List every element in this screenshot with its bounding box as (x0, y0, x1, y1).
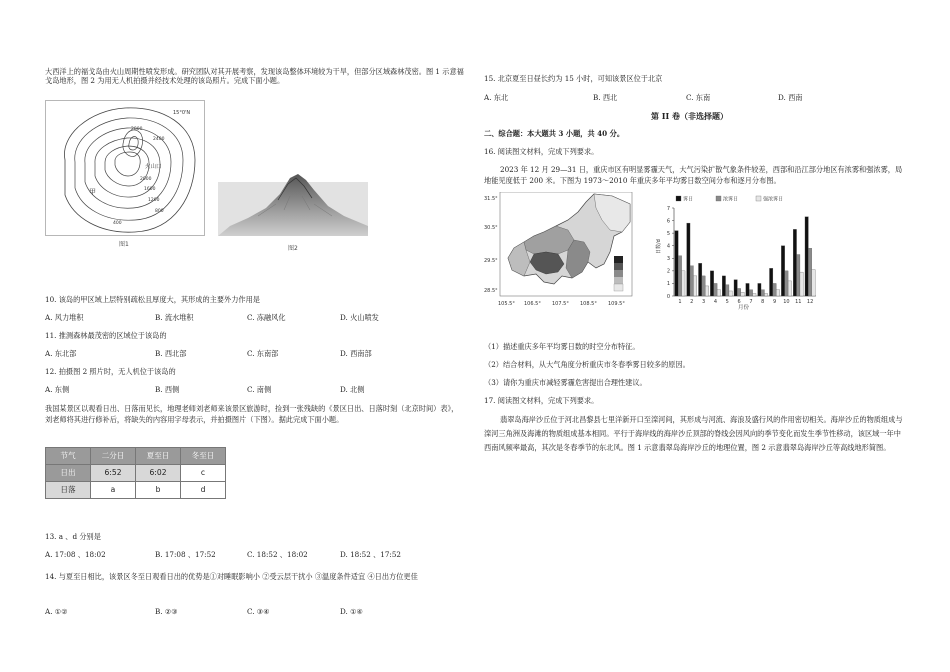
question-16-sub-2: （2）结合材料，从大气角度分析重庆市冬春季雾日较多的原因。 (484, 360, 690, 369)
x-tick-label: 4 (713, 299, 718, 305)
table-header: 夏至日 (136, 448, 181, 465)
question-11-option-d[interactable]: D. 西南部 (340, 349, 372, 358)
bar-强浓雾日-1 (682, 271, 685, 296)
part2-title: 第 II 卷（非选择题） (651, 111, 729, 121)
question-10-option-d[interactable]: D. 火山喷发 (340, 313, 379, 322)
question-16-text: 2023 年 12 月 29—31 日，重庆市区有明显雾霾天气，大气污染扩散气象条件较差，西部和沿江部分地区有浓雾和强浓雾，局地能见度低于 200 米。下图为 1973～2010 年重庆多年平均雾日数空间分布和逐月分布图。 (484, 165, 903, 186)
intro2-paragraph: 我国某景区以观看日出、日落而见长，地理老师刘老师来该景区旅游时，捡到一张残缺的《景区日出、日落时刻（北京时间）表》，刘老师将其进行修补后，将缺失的内容用字母表示，并拍摄图片（下图）。据此完成下面小题。 (45, 404, 459, 425)
bar-浓雾日-11 (797, 255, 800, 296)
question-16-title: 16. 阅读图文材料，完成下列要求。 (484, 147, 599, 156)
question-16-sub-3: （3）请你为重庆市减轻雾霾危害提出合理性建议。 (484, 378, 647, 387)
latitude-label: 15°0'N (173, 110, 191, 116)
bar-浓雾日-8 (761, 290, 764, 296)
bar-雾日-8 (758, 283, 761, 296)
bar-强浓雾日-10 (788, 281, 791, 296)
bar-雾日-9 (769, 268, 772, 296)
map-lon-label: 106.5° (524, 301, 541, 307)
bar-雾日-2 (687, 223, 690, 296)
x-tick-label: 10 (783, 299, 790, 305)
figure1-contour-map (45, 100, 205, 250)
map-lon-label: 108.5° (580, 301, 597, 307)
question-17-title: 17. 阅读图文材料，完成下列要求。 (484, 396, 599, 405)
question-14-option-a[interactable]: A. ①② (45, 607, 68, 616)
map-lat-label: 31.5° (484, 196, 498, 202)
question-15-option-a[interactable]: A. 东北 (484, 93, 509, 102)
question-14-option-d[interactable]: D. ①④ (340, 607, 363, 616)
bar-浓雾日-2 (690, 266, 693, 296)
table-cell: 6:02 (136, 465, 181, 482)
x-axis-label: 月份 (738, 305, 750, 310)
figure2-island-photo (218, 160, 368, 252)
bar-强浓雾日-8 (764, 293, 767, 296)
part2-subtitle: 二、综合题：本大题共 3 小题，共 40 分。 (484, 129, 625, 138)
question-15-option-c[interactable]: C. 东南 (686, 93, 711, 102)
y-tick-label: 3 (666, 256, 670, 263)
bar-强浓雾日-3 (705, 286, 708, 296)
table-header: 节气 (46, 448, 91, 465)
y-tick-label: 7 (666, 205, 670, 212)
question-10-option-b[interactable]: B. 流水堆积 (155, 313, 194, 322)
bar-雾日-5 (722, 276, 725, 296)
x-tick-label: 5 (725, 299, 729, 305)
x-tick-label: 7 (749, 299, 753, 305)
table-header: 冬至日 (181, 448, 226, 465)
bar-强浓雾日-12 (812, 270, 815, 296)
map-lon-label: 107.5° (552, 301, 569, 307)
table-cell: c (181, 465, 226, 482)
table-cell: a (91, 482, 136, 499)
x-tick-label: 6 (737, 299, 741, 305)
table-cell: b (136, 482, 181, 499)
question-16-sub-1: （1）描述重庆多年平均雾日数的时空分布特征。 (484, 342, 640, 351)
legend-swatch (676, 196, 681, 201)
contour-label: 2800 (131, 127, 143, 132)
question-12-stem: 12. 拍摄图 2 照片时，无人机位于该岛的 (45, 367, 176, 376)
x-tick-label: 8 (761, 299, 765, 305)
question-13-option-d[interactable]: D. 18:52 、17:52 (340, 550, 401, 559)
bar-雾日-10 (781, 246, 784, 296)
question-11-option-b[interactable]: B. 西北部 (155, 349, 187, 358)
bar-浓雾日-6 (737, 288, 740, 296)
legend-label: 浓雾日 (723, 196, 739, 203)
question-15-stem: 15. 北京夏至日昼长约为 15 小时，可知该景区位于北京 (484, 74, 663, 83)
question-13-option-c[interactable]: C. 18:52 、18:02 (247, 550, 308, 559)
bar-浓雾日-3 (702, 276, 705, 296)
x-tick-label: 9 (772, 299, 777, 305)
bar-强浓雾日-7 (753, 293, 756, 296)
question-12-option-c[interactable]: C. 南侧 (247, 385, 272, 394)
crater-label: 火山口 (145, 164, 162, 170)
y-tick-label: 5 (666, 230, 670, 237)
contour-label: 1200 (148, 198, 160, 203)
bar-雾日-3 (698, 263, 701, 296)
legend-label: 雾日 (683, 196, 694, 203)
question-15-option-d[interactable]: D. 西南 (778, 93, 803, 102)
bar-浓雾日-5 (726, 285, 729, 296)
bar-强浓雾日-5 (729, 291, 732, 296)
table-cell: 6:52 (91, 465, 136, 482)
y-tick-label: 1 (666, 281, 670, 288)
x-tick-label: 1 (678, 299, 682, 305)
question-15-option-b[interactable]: B. 西北 (593, 93, 618, 102)
question-14-option-b[interactable]: B. ②③ (155, 607, 178, 616)
question-10-option-c[interactable]: C. 冻融风化 (247, 313, 286, 322)
question-13-option-b[interactable]: B. 17:08 、17:52 (155, 550, 216, 559)
table-cell: 日出 (46, 465, 91, 482)
y-axis-label: 日数/d (656, 239, 662, 254)
question-11-option-c[interactable]: C. 东南部 (247, 349, 279, 358)
question-11-option-a[interactable]: A. 东北部 (45, 349, 77, 358)
bar-浓雾日-9 (773, 283, 776, 296)
x-tick-label: 11 (795, 299, 802, 305)
y-tick-label: 6 (666, 218, 670, 225)
bar-强浓雾日-6 (741, 292, 744, 296)
legend-label: 强浓雾日 (763, 196, 784, 203)
legend-swatch (716, 196, 721, 201)
table-cell: 日落 (46, 482, 91, 499)
question-17-text: 翡翠岛海岸沙丘位于河北昌黎县七里洋新开口至滦河间，其形成与河流、海浪及盛行风的作用密切相关。海岸沙丘的物质组成与滦河三角洲及海滩的物质组成基本相同。平行于海岸线的海岸沙丘顶部的脊线会因风向的季节变化而发生季节性移动，该区域一年中西南风频率最高，其次是冬春季节的东北风。图 1 示意翡翠岛海岸沙丘的地理位置，图 2 示意翡翠岛海岸沙丘等高线地形简图。 (484, 415, 903, 453)
intro-paragraph: 大西洋上的福戈岛由火山周期性喷发形成。研究团队对其开展考察，发现该岛整体环境较为干旱，但部分区域森林茂密。图 1 示意福戈岛地形，图 2 为用无人机拍摄并经技术处理的该岛照片。完成下面小题。 (45, 67, 464, 85)
legend-swatch (756, 196, 761, 201)
bar-浓雾日-4 (714, 283, 717, 296)
question-14-option-c[interactable]: C. ③④ (247, 607, 270, 616)
y-tick-label: 2 (666, 268, 670, 275)
map-lat-label: 28.5° (484, 288, 498, 294)
bar-强浓雾日-9 (776, 290, 779, 296)
question-13-stem: 13. a 、d 分别是 (45, 532, 101, 541)
bar-浓雾日-7 (749, 290, 752, 296)
bar-浓雾日-10 (785, 271, 788, 296)
question-13-option-a[interactable]: A. 17:08 、18:02 (45, 550, 106, 559)
fog-day-map (484, 192, 636, 308)
figure2-caption: 图2 (288, 245, 298, 252)
bar-雾日-7 (746, 283, 749, 296)
question-14-stem: 14. 与夏至日相比，该景区冬至日观看日出的优势是①对睡眠影响小 ②受云层干扰小 ③温度条件适宜 ④日出方位更佳 (45, 572, 418, 581)
bar-雾日-6 (734, 280, 737, 296)
question-12-option-b[interactable]: B. 西侧 (155, 385, 180, 394)
map-lat-label: 29.5° (484, 258, 498, 264)
question-10-option-a[interactable]: A. 风力堆积 (45, 313, 84, 322)
map-lon-label: 109.5° (608, 301, 625, 307)
y-tick-label: 4 (666, 243, 670, 250)
contour-label: 400 (113, 221, 122, 226)
table-cell: d (181, 482, 226, 499)
question-10-stem: 10. 该岛的甲区域上层特别疏松且厚度大，其形成的主要外力作用是 (45, 295, 260, 304)
bar-雾日-1 (675, 231, 678, 296)
contour-label: 1600 (144, 187, 156, 192)
question-12-option-a[interactable]: A. 东侧 (45, 385, 70, 394)
question-11-stem: 11. 推测森林最茂密的区域位于该岛的 (45, 331, 167, 340)
bar-浓雾日-1 (678, 256, 681, 296)
bar-雾日-4 (710, 271, 713, 296)
x-tick-label: 3 (701, 299, 706, 305)
bar-浓雾日-12 (808, 248, 811, 296)
place-label-jia: 甲 (89, 188, 96, 196)
bar-强浓雾日-11 (800, 272, 803, 296)
contour-label: 2000 (140, 177, 152, 182)
question-12-option-d[interactable]: D. 北侧 (340, 385, 365, 394)
x-tick-label: 12 (806, 299, 814, 305)
contour-label: 2400 (153, 137, 165, 142)
bar-强浓雾日-2 (693, 276, 696, 296)
contour-label: 800 (155, 209, 164, 214)
y-tick-label: 0 (666, 293, 670, 300)
bar-雾日-11 (793, 229, 796, 296)
map-lat-label: 30.5° (484, 225, 498, 231)
map-lon-label: 105.5° (498, 301, 515, 307)
table-header: 二分日 (91, 448, 136, 465)
monthly-fog-bar-chart (652, 192, 820, 310)
x-tick-label: 2 (690, 299, 694, 305)
sun-time-table (45, 447, 226, 499)
figure1-caption: 图1 (119, 241, 129, 248)
bar-雾日-12 (805, 217, 808, 296)
bar-强浓雾日-4 (717, 290, 720, 296)
